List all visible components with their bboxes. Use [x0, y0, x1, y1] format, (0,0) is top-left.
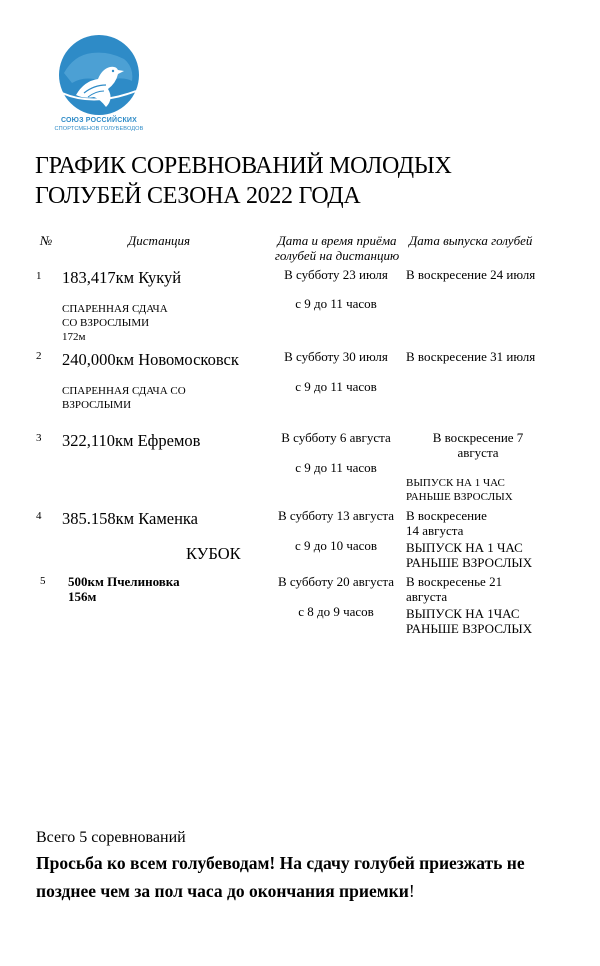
row-intake-time: с 9 до 11 часов — [295, 460, 377, 475]
header-num: № — [40, 233, 53, 248]
row-release-line: августа — [406, 589, 448, 604]
header-release: Дата выпуска голубей — [409, 233, 533, 248]
row-intake-date: В субботу 13 августа — [277, 508, 395, 523]
row-intake-time: с 9 до 11 часов — [295, 296, 377, 311]
row-distance: 183,417км Кукуй — [62, 268, 182, 287]
row-release-line: РАНЬШЕ ВЗРОСЛЫХ — [406, 621, 533, 636]
row-intake-date: В субботу 20 августа — [277, 574, 395, 589]
total-count: Всего 5 соревнований — [36, 829, 186, 846]
row-num: 4 — [36, 510, 42, 522]
header-intake-line1: Дата и время приёма — [277, 233, 397, 248]
page-title-line1: ГРАФИК СОРЕВНОВАНИЙ МОЛОДЫХ — [35, 153, 452, 179]
row-num: 2 — [36, 350, 42, 362]
row-release-line: ВЫПУСК НА 1 ЧАС — [406, 540, 523, 555]
row-num: 1 — [36, 270, 42, 282]
row-release-note — [406, 476, 513, 504]
header-intake-line2: голубей на дистанцию — [274, 248, 400, 263]
row-release-line: В воскресенье 21 — [406, 574, 503, 589]
row-note-line: 172м — [62, 331, 86, 343]
row-note-line: ВЗРОСЛЫМИ — [62, 399, 132, 411]
row-release-note-line: РАНЬШЕ ВЗРОСЛЫХ — [406, 491, 513, 503]
row-release-note-line: ВЫПУСК НА 1 ЧАС — [406, 477, 505, 489]
row-intake-time: с 9 до 11 часов — [295, 379, 377, 394]
row-note — [62, 384, 186, 412]
row-intake-date: В субботу 6 августа — [281, 430, 391, 445]
row-note-line: СО ВЗРОСЛЫМИ — [62, 317, 150, 329]
row-note-line: СПАРЕННАЯ СДАЧА — [62, 303, 168, 315]
row-release — [406, 430, 550, 460]
page-title — [35, 151, 575, 211]
row-distance: 240,000км Новомосковск — [62, 350, 239, 369]
row-release: В воскресение 31 июля — [406, 349, 536, 364]
row-distance-line: 156м — [68, 589, 97, 604]
row-release-line: августа — [457, 445, 499, 460]
row-distance: 322,110км Ефремов — [62, 431, 201, 450]
row-note-line: СПАРЕННАЯ СДАЧА СО — [62, 385, 186, 397]
row-distance: 385.158км Каменка — [62, 509, 199, 528]
row-num: 5 — [40, 575, 46, 587]
row-release-line: РАНЬШЕ ВЗРОСЛЫХ — [406, 555, 533, 570]
logo-title: СОЮЗ РОССИЙСКИХ — [60, 117, 138, 124]
row-cup-label: КУБОК — [186, 544, 241, 563]
row-intake-date: В субботу 30 июля — [284, 349, 388, 364]
request-message-end: ! — [408, 881, 415, 901]
row-distance — [68, 574, 180, 604]
row-release — [406, 574, 566, 636]
row-release-line: В воскресение — [406, 508, 487, 523]
row-release-line: ВЫПУСК НА 1ЧАС — [406, 606, 520, 621]
row-note — [62, 302, 168, 344]
row-release: В воскресение 24 июля — [406, 267, 536, 282]
row-intake-time: с 8 до 9 часов — [298, 604, 374, 619]
row-intake-time: с 9 до 10 часов — [294, 538, 378, 553]
header-distance: Дистанция — [128, 233, 191, 248]
page-title-line2: ГОЛУБЕЙ СЕЗОНА 2022 ГОДА — [35, 183, 361, 209]
row-release-line: 14 августа — [406, 523, 464, 538]
request-message — [36, 849, 556, 905]
row-num: 3 — [36, 432, 42, 444]
header-intake — [266, 233, 408, 263]
row-intake-date: В субботу 23 июля — [284, 267, 388, 282]
request-message-text: Просьба ко всем голубеводам! На сдачу голубей приезжать не позднее чем за пол часа до окончания приемки — [36, 853, 525, 901]
row-release-line: В воскресение 7 — [432, 430, 524, 445]
row-distance-line: 500км Пчелиновка — [68, 574, 180, 589]
row-release — [406, 508, 566, 570]
logo-subtitle: СПОРТСМЕНОВ ГОЛУБЕВОДОВ — [54, 126, 144, 132]
